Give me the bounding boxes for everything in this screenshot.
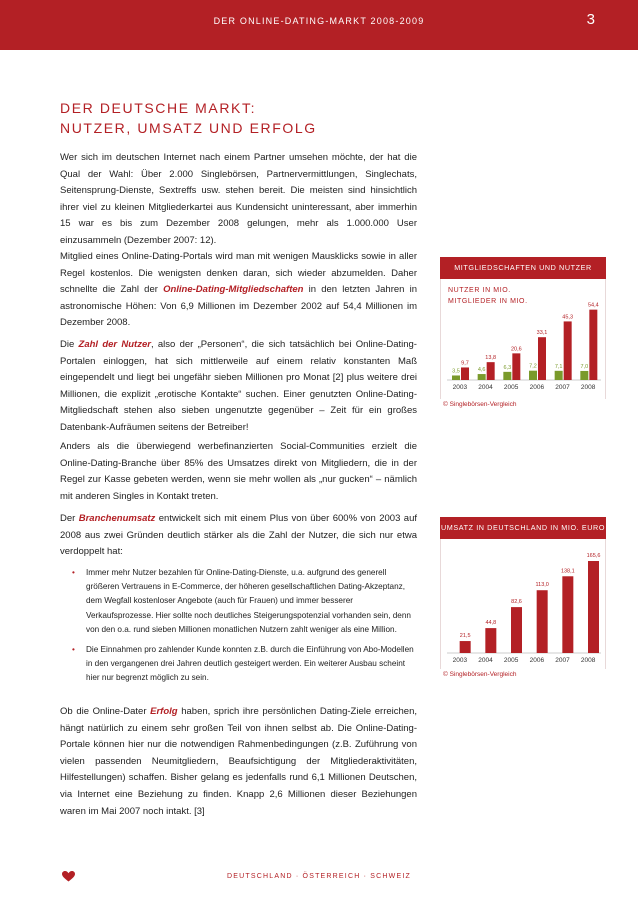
bullet-text: Die Einnahmen pro zahlender Kunde konnten z.B. durch die Einführung von Abo-Modellen in den vergangenen drei Jahren deutlich gesteigert werden. Ein weiterer Ausbau scheint hier nur begrenzt möglich zu sein. — [86, 645, 414, 683]
x-tick-label: 2005 — [503, 384, 519, 391]
bar-umsatz — [485, 628, 496, 653]
section-title-line-2: NUTZER, UMSATZ UND ERFOLG — [60, 120, 317, 136]
page-number: 3 — [586, 11, 595, 28]
bar-mitglieder — [461, 367, 469, 380]
x-tick-label: 2005 — [503, 657, 519, 664]
data-label: 138,1 — [560, 568, 575, 575]
x-tick-label: 2006 — [529, 657, 545, 664]
bar-nutzer — [555, 371, 563, 380]
running-title: DER ONLINE-DATING-MARKT 2008-2009 — [213, 16, 425, 26]
paragraph-revenue-source: Anders als die überwiegend werbefinanzierten Social-Communities erzielt die Online-Dating-Branche über 85% des Umsatzes direkt von Mitgliedern, die in der Regel zur Kasse gebeten werden, wenn sie mehr wollen als „nur gucken“ – nämlich mit anderen Singles in Kontakt treten. — [60, 441, 417, 502]
paragraph-industry-revenue — [60, 511, 417, 561]
paragraph-text: Die — [60, 339, 79, 350]
data-label: 165,6 — [586, 553, 601, 559]
chart-svg — [441, 539, 607, 669]
x-tick-label: 2003 — [452, 384, 468, 391]
paragraph-text: , also der „Personen“, die sich tatsächlich bei Online-Dating-Portalen einloggen, hat sich mittlerweile auf einem relativ konstanten Maß eingependelt und liegt bei ungefähr sieben Millionen pro Monat [2] plus weitere drei Millionen, die explizit „erotische Kontakte“ suchen. Einer genutzten Online-Dating-Mitgliedschaft stehen also sieben ungenutzte gegenüber – Zeit für ein großes Datenbank-Aufräumen seitens der Betreiber! — [60, 339, 417, 433]
data-label: 7,0 — [580, 363, 589, 370]
paragraph-memberships — [60, 249, 417, 332]
bar-mitglieder — [512, 353, 520, 380]
page-footer: DEUTSCHLAND · ÖSTERREICH · SCHWEIZ — [227, 873, 411, 880]
data-label: 6,3 — [503, 364, 512, 371]
section-title — [60, 98, 317, 138]
data-label: 3,5 — [452, 368, 460, 375]
bar-nutzer — [529, 371, 537, 380]
data-label: 20,6 — [510, 346, 522, 353]
x-tick-label: 2006 — [529, 384, 545, 391]
chart-source: © Singlebörsen-Vergleich — [443, 401, 517, 408]
chart-title: UMSATZ IN DEUTSCHLAND IN MIO. EURO — [440, 517, 606, 539]
chart-memberships-users — [440, 257, 606, 411]
chart-source: © Singlebörsen-Vergleich — [443, 671, 517, 678]
bar-nutzer — [478, 374, 486, 380]
bar-nutzer — [452, 375, 460, 380]
bar-nutzer — [580, 371, 588, 380]
bar-umsatz — [562, 576, 573, 653]
bar-umsatz — [537, 590, 548, 653]
bullet-marker: • — [72, 568, 75, 577]
bar-umsatz — [511, 607, 522, 653]
bar-mitglieder — [538, 337, 546, 380]
chart-svg — [441, 279, 607, 399]
data-label: 113,0 — [535, 582, 549, 589]
bar-umsatz — [460, 641, 471, 653]
paragraph-text: haben, sprich ihre persönlichen Dating-Ziele erreichen, hängt natürlich zu einem sehr großen Teil von ihnen selbst ab. Die Online-Dating-Portale können hier nur die notwendigen Rahmenbedingungen (z.B. Zuführung von vielen passenden Neumitgliedern, Beaufsichtigung der Mitgliederaktivitäten, Hilfestellungen) schaffen. Bisher gelang es jedenfalls rund 6,1 Millionen Deutschen, via Internet eine Beziehung zu finden. Knapp 2,6 Millionen dieser Beziehungen waren im Mai 2007 noch intakt. [3] — [60, 706, 418, 817]
paragraph-success — [60, 704, 417, 820]
data-label: 21,5 — [459, 633, 471, 640]
data-label: 33,1 — [536, 330, 548, 337]
bar-nutzer — [503, 372, 511, 380]
highlight-term: Online-Dating-Mitgliedschaften — [163, 284, 304, 296]
x-tick-label: 2003 — [452, 657, 468, 664]
x-tick-label: 2004 — [478, 657, 493, 664]
data-label: 4,6 — [477, 367, 486, 374]
x-tick-label: 2008 — [580, 384, 596, 391]
highlight-term: Branchenumsatz — [78, 513, 156, 524]
chart-area — [440, 539, 606, 669]
x-tick-label: 2007 — [555, 657, 570, 664]
bar-umsatz — [588, 561, 599, 653]
bullet-item — [72, 566, 418, 637]
data-label: 82,6 — [511, 599, 522, 606]
page-header — [0, 0, 638, 50]
paragraph-users — [60, 337, 417, 437]
highlight-term: Erfolg — [150, 706, 178, 717]
x-tick-label: 2008 — [580, 657, 596, 664]
chart-area — [440, 279, 606, 399]
data-label: 45,3 — [562, 314, 574, 321]
chart-revenue — [440, 517, 606, 681]
data-label: 9,7 — [461, 360, 469, 367]
paragraph-text: entwickelt sich mit einem Plus von über 600% von 2003 auf 2008 aus zwei Gründen deutlich stärker als die Zahl der Nutzer, die sich nur etwa verdoppelt hat: — [60, 513, 417, 558]
paragraph-text: in den letzten Jahren in astronomische Höhen: Von 6,9 Millionen im Dezember 2002 auf 54,4 Millionen im Dezember 2008. — [60, 284, 417, 329]
chart-title: MITGLIEDSCHAFTEN UND NUTZER — [440, 257, 606, 279]
x-tick-label: 2007 — [555, 384, 570, 391]
data-label: 13,8 — [485, 355, 497, 362]
bullet-text: Immer mehr Nutzer bezahlen für Online-Dating-Dienste, u.a. aufgrund des generell größeren Vertrauens in E-Commerce, der höheren gesellschaftlichen Dating-Akzeptanz, dem Wegfall kostenloser Angebote (auch für Frauen) und immer besserer Verkaufsprozesse. Hier sollte noch deutliches Steigerungspotenzial vorhanden sein, denn von den o.a. rund sieben Millionen monatlichen Nutzern zahlt weniger als eine Million. — [86, 568, 411, 634]
paragraph-text: Mitglied eines Online-Dating-Portals wird man mit wenigen Mausklicks sowie in aller Regel kostenlos. Die wenigsten denken daran, sich wieder abzumelden. Daher schnellte die Zahl der — [60, 251, 417, 296]
section-title-line-1: DER DEUTSCHE MARKT: — [60, 100, 257, 116]
bullet-marker: • — [72, 645, 75, 655]
paragraph-text: Ob die Online-Dater — [60, 706, 151, 717]
paragraph-intro: Wer sich im deutschen Internet nach einem Partner umsehen möchte, der hat die Qual der Wahl: Über 2.000 Singlebörsen, Partnervermittlungen, Singlechats, Seitensprung-Dienste, Sextreffs usw. stehen bereit. Die meisten sind hinsichtlich ihrer viel zu kleinen Mitgliederkartei aus Kundensicht uninteressant, aber immerhin 15 war es bis zum Dezember 2008 gelungen, mehr als 1.000.000 User einzusammeln (Dezember 2007: 12). — [60, 152, 417, 246]
bar-mitglieder — [589, 310, 597, 380]
bar-mitglieder — [564, 321, 572, 380]
x-tick-label: 2004 — [478, 384, 493, 391]
legend-mitglieder: MITGLIEDER IN MIO. — [448, 298, 528, 305]
paragraph-text: Der — [60, 513, 79, 524]
highlight-term: Zahl der Nutzer — [78, 339, 151, 350]
data-label: 7,1 — [554, 363, 563, 370]
data-label: 54,4 — [587, 302, 599, 309]
data-label: 44,8 — [485, 620, 497, 627]
legend-nutzer: NUTZER IN MIO. — [448, 287, 511, 294]
bullet-item — [72, 643, 418, 686]
bullet-list — [72, 566, 418, 692]
data-label: 7,2 — [529, 363, 537, 370]
bar-mitglieder — [487, 362, 495, 380]
